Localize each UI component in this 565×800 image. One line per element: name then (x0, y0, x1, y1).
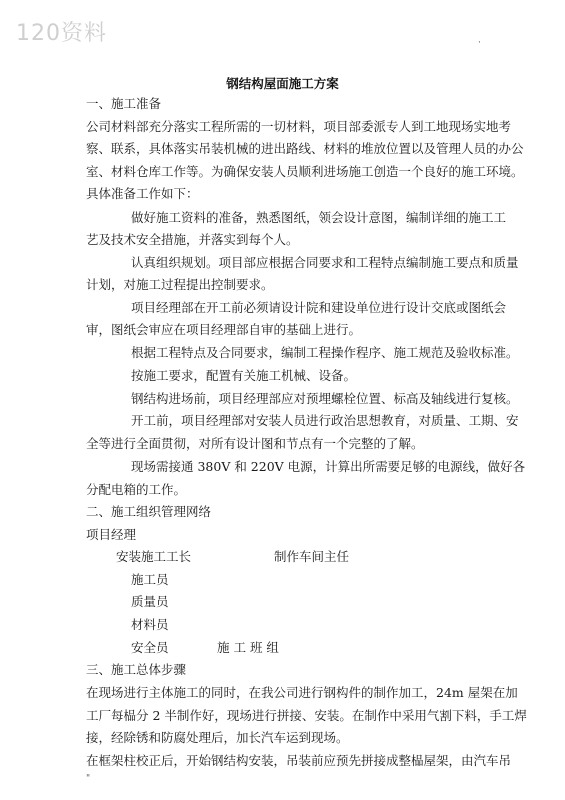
section-3-heading: 三、施工总体步骤 (86, 662, 187, 677)
org-role: 施工员 (131, 572, 169, 587)
paragraph-line: 全等进行全面贯彻，对所有设计图和节点有一个完整的了解。 (86, 436, 424, 451)
corner-mark-top: · (478, 38, 481, 48)
corner-mark-bottom: " (86, 774, 91, 784)
paragraph-line: 项目经理部在开工前必须请设计院和建设单位进行设计交底或图纸会 (131, 300, 507, 315)
org-work-team: 施 工 班 组 (217, 640, 279, 655)
paragraph-line: 按施工要求，配置有关施工机械、设备。 (131, 368, 357, 383)
watermark-logo: 120资料 (16, 21, 107, 46)
paragraph-line: 接，经除锈和防腐处理后，加长汽车运到现场。 (86, 730, 349, 745)
org-install-foreman: 安装施工工长 (116, 549, 192, 564)
section-1-heading: 一、施工准备 (86, 96, 162, 111)
paragraph-line: 现场需接通 380V 和 220V 电源，计算出所需要足够的电源线，做好各 (131, 459, 526, 474)
paragraph-line: 具体准备工作如下： (86, 186, 199, 201)
org-role: 材料员 (131, 617, 169, 632)
document-title: 钢结构屋面施工方案 (226, 76, 339, 91)
paragraph-line: 做好施工资料的准备，熟悉图纸，领会设计意图，编制详细的施工工 (131, 210, 507, 225)
section-2-heading: 二、施工组织管理网络 (86, 504, 212, 519)
org-workshop-director: 制作车间主任 (274, 549, 350, 564)
paragraph-line: 艺及技术安全措施，并落实到每个人。 (86, 232, 299, 247)
paragraph-line: 审，图纸会审应在项目经理部自审的基础上进行。 (86, 322, 362, 337)
paragraph-line: 计划，对施工过程提出控制要求。 (86, 277, 274, 292)
paragraph-line: 分配电箱的工作。 (86, 482, 187, 497)
paragraph-line: 在框架柱校正后，开始钢结构安装，吊装前应预先拼接成整榀屋架，由汽车吊 (86, 753, 512, 768)
paragraph-line: 室、材料仓库工作等。为确保安装人员顺利进场施工创造一个良好的施工环境。 (86, 164, 524, 179)
paragraph-line: 在现场进行主体施工的同时，在我公司进行钢构件的制作加工，24m 屋架在加 (86, 685, 518, 700)
paragraph-line: 工厂每榀分 2 半制作好，现场进行拼接、安装。在制作中采用气割下料，手工焊 (86, 708, 527, 723)
paragraph-line: 钢结构进场前，项目经理部应对预埋螺栓位置、标高及轴线进行复核。 (131, 391, 519, 406)
org-role: 质量员 (131, 594, 169, 609)
paragraph-line: 认真组织规划。项目部应根据合同要求和工程特点编制施工要点和质量 (131, 255, 519, 270)
org-project-manager: 项目经理 (86, 527, 137, 542)
paragraph-line: 察、联系，具体落实吊装机械的进出路线、材料的堆放位置以及管理人员的办公 (86, 141, 524, 156)
paragraph-line: 开工前，项目经理部对安装人员进行政治思想教育，对质量、工期、安 (131, 413, 519, 428)
paragraph-line: 根据工程特点及合同要求，编制工程操作程序、施工规范及验收标准。 (131, 345, 519, 360)
org-role: 安全员 (131, 640, 169, 655)
paragraph-line: 公司材料部充分落实工程所需的一切材料，项目部委派专人到工地现场实地考 (86, 119, 512, 134)
